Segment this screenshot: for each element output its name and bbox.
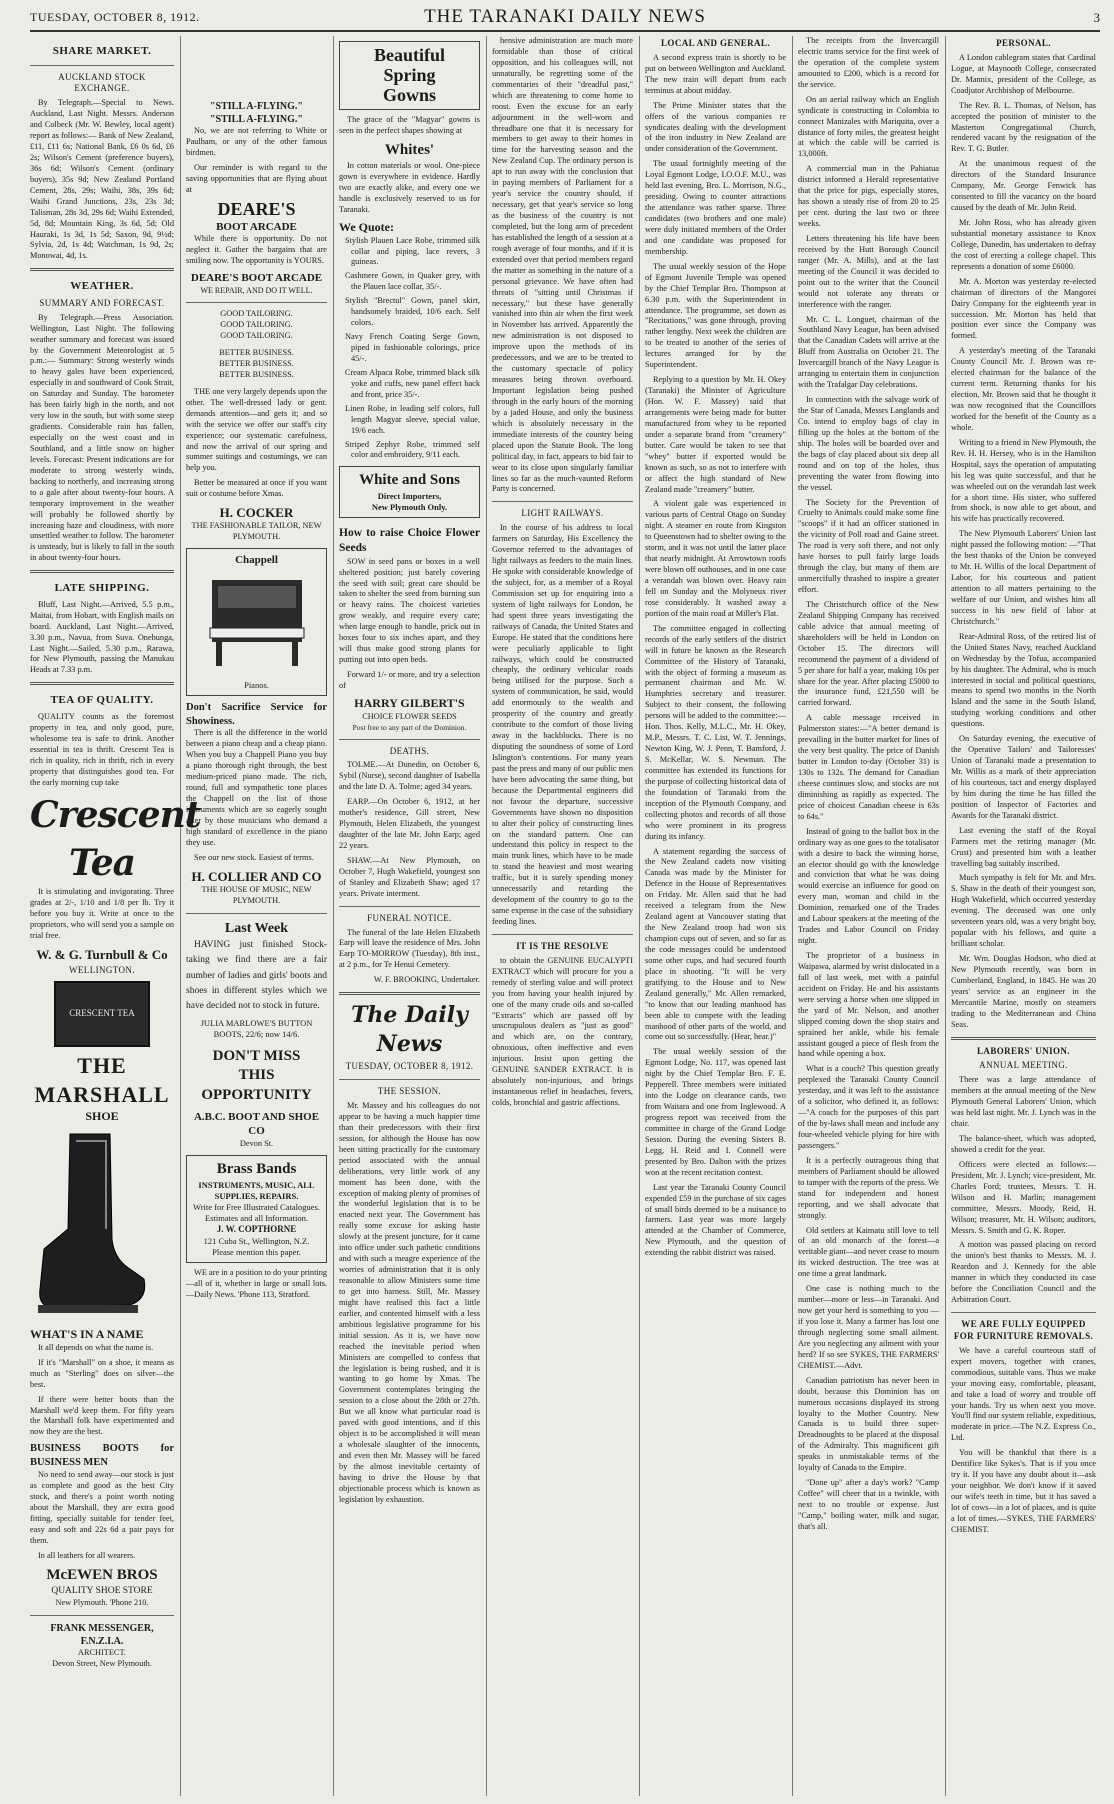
tailoring-line-1: GOOD TAILORING.	[220, 309, 293, 319]
column-2	[186, 36, 327, 1796]
crescent-tea-logo: Crescent Tea	[30, 794, 201, 884]
personal-item: The Rev. B. L. Thomas, of Nelson, has accepted the position of minister to the Masterton Congregational Church, rendered vacant by the resignation of the Rev. T. G. Butler.	[951, 100, 1096, 154]
last-week-heading: Last Week	[224, 920, 289, 936]
death-notice-2: EARP.—On October 6, 1912, at her mother's residence, Gill street, New Plymouth, Helen Elizabeth, the youngest daughter of the late Mr. John Earp; aged 22 years.	[339, 797, 480, 850]
issue-date: TUESDAY, OCTOBER 8, 1912.	[30, 10, 200, 24]
laborers-item: A motion was passed placing on record the union's best thanks to Messrs. M. J. Reardon and J. Kennedy for the able manner in which they conducted its case before the Conciliation Council and the Arbitration Court.	[951, 1240, 1096, 1305]
personal-heading: PERSONAL.	[996, 38, 1051, 48]
business-line-2: BETTER BUSINESS.	[219, 358, 294, 368]
daily-news-nameplate: The Daily News	[351, 1002, 468, 1058]
mcewen-place: New Plymouth. 'Phone 210.	[55, 1597, 149, 1607]
personal-item: Last evening the staff of the Royal Farmers met the retiring manager (Mr. Crust) and presented him with a leather travelling bag suitably inscribed.	[951, 825, 1096, 868]
news-item: The Christchurch office of the New Zealand Shipping Company has received cable advice that annual meeting of shareholders will be held in London on October 15. The directors will recommend the payment of a dividend of 5 per share for half a year, making 10s per share for the year. After placing £5000 to the insurance fund, £21,550 will be carried forward.	[798, 599, 939, 708]
news-item: Instead of going to the ballot box in the ordinary way as one goes to the totalisator with a desire to back the winning horse, an elector should go with the knowledge and conviction that what he was doing would exercise an influence for good on every man, woman and child in the Dominion, remarked one of the Trades and Labour speakers at the meeting of the Trades and Labor Council on Friday night.	[798, 826, 939, 946]
local-item: The Prime Minister states that the offers of the various companies re syndicates dealing with the development of the iron industry in New Zealand are under consideration of the Government.	[645, 100, 786, 154]
column-rule	[486, 36, 487, 1796]
quote-item: Cream Alpaca Robe, trimmed black silk yoke and cuffs, new panel effect back and front, price 35/-.	[345, 367, 480, 399]
brass-bands-ad	[186, 1155, 327, 1263]
sacrifice-text-2: See our new stock. Easiest of terms.	[194, 852, 314, 862]
divider	[30, 1615, 174, 1616]
quote-item: Striped Zephyr Robe, trimmed self color and embroidery, 9/11 each.	[345, 439, 480, 460]
mcewen-name: McEWEN BROS	[46, 1566, 158, 1583]
session-continued: hensive administration are much more formidable than those of critical opposition, and his colleagues will, not unnaturally, be regretting some of the commentaries of their "dreadful past," which are threatening to come home to roost. Even the excuse for an early adjournment in the well-worn and threadbare one that it is necessary for members to get away to their homes in time for the harvesting season and the New Zealand Cup. The ordinary person is apt to run away with the conclusion that in paying members of Parliament for a year's service the country should, if necessary, get that year's service so long as the business of the country is not completed, but the long arm of precedent has established the length of a session at a rough average of four months, and if it is extended over that period members regard the matter as something in the nature of a personal grievance. We have often had threats of "sitting until Christmas if necessary," but these have generally vanished into thin air when the first week in November has arrived. Apparently the new administration is not disposed to improve upon the methods of its predecessors, and we are to be treated to the customary spectacle of policy measures being thrown overboard. Important legislation being pushed through in the early hours of the morning by a jaded House, and only the business which is absolutely necessary in the immediate interests of the country being placed upon the Statute Book. The long political day, in fact, appears to bid fair to wear to its close upon singularly familiar lines so far as the much-vaunted Reform Party is concerned.	[492, 36, 633, 494]
news-item: What is a couch? This question greatly perplexed the Taranaki County Council yesterday, and it was left to the assistance of a solicitor, who defined it, as follows:—"A coach for the purposes of this part of the by-laws shall mean and include any four-wheeled vehicle plying for hire with passengers."	[798, 1064, 939, 1150]
column-7	[951, 36, 1096, 1796]
death-notice-3: SHAW.—At New Plymouth, on October 7, Hugh Wakefield, youngest son of Stanley and Elizabeth Shaw; aged 17 years. Private interment.	[339, 855, 480, 898]
personal-item: A yesterday's meeting of the Taranaki County Council Mr. J. Brown was re-elected chairman for the balance of the current term. Returning thanks for his election, Mr. Brown said that he thought it was now recognised that the Councillors worked for the benefit of the County as a whole.	[951, 346, 1096, 432]
copthorne-name: J. W. COPTHORNE	[216, 1223, 297, 1234]
local-item: Replying to a question by Mr. H. Okey (Taranaki) the Minister of Agriculture (Hon. W. F. Massey) said that arrangements were being made for butter manufactured from whey to be reported under a separate brand from "creamery" butter. Care would be taken to see that "whey" butter if exported would be known as such, so as not to interfere with or affect the high standard of New Zealand made "creamery" butter.	[645, 375, 786, 494]
laborers-heading: LABORERS' UNION.	[977, 1045, 1070, 1056]
local-item: A second express train is shortly to be put on between Wellington and Auckland. The new train will depart from each terminus at about midday.	[645, 52, 786, 95]
quote-list	[339, 236, 480, 462]
local-item: A violent gale was experienced in various parts of Central Otago on Sunday night. A steamer en route from Kingston to Queenstown had to shelter owing to the storm, and it was not until the latter place that nearly midnight. At Arrowtown roofs were blown off outhouses, and in one case a verandah was blown over. Heavy rain fell on Sunday and the Molyneux river rose considerably. It washed away a portion of the main road at Miller's Flat.	[645, 499, 786, 618]
funeral-signature: W. F. BROOKING, Undertaker.	[373, 975, 480, 985]
furniture-text: We have a careful courteous staff of expert movers, together with cranes, commodious, suitable vans. Thus we make your moving easy, comfortable, pleasant, and take a load of worry and trouble off your hands. Try us when next you move. You'll find our system reliable, expeditious, moderate in price.—The N.Z. Express Co., Ltd.	[951, 1345, 1096, 1443]
cocker-subtitle: THE FASHIONABLE TAILOR, NEW PLYMOUTH.	[191, 521, 322, 542]
messenger-address: Devon Street, New Plymouth.	[52, 1659, 152, 1669]
julia-marlowe-line: JULIA MARLOWE'S BUTTON BOOTS, 22/6; now 14/6.	[200, 1018, 313, 1040]
quote-item: Linen Robe, in leading self colors, full length Magyar sleeve, special value, 19/6 each.	[345, 403, 480, 435]
brass-subtitle: INSTRUMENTS, MUSIC, ALL SUPPLIES, REPAIRS.	[198, 1179, 315, 1201]
sykes-text: You will be thankful that there is a Dentifice like Sykes's. That is if you once try it. If you have any doubt about it—ask your neighbor. We don't know if it saved our wife's teeth in time, but it has saved a lot of cows—in a lot of places, and is quite a lot of times.—SYKES, THE FARMERS' CHEMIST.	[951, 1448, 1096, 1534]
divider	[951, 1037, 1096, 1040]
session-heading: THE SESSION.	[377, 1086, 442, 1097]
flower-seeds-text-2: Forward 1/- or more, and try a selection of	[339, 670, 480, 690]
news-item: Mr. C. L. Longuet, chairman of the Southland Navy League, has been advised that the Canadian Cadets will arrive at the Bluff from Australia on October 21. The Invercargill branch of the Navy League is arranging to entertain them in conjunction with the Trafalgar Day celebrations.	[798, 314, 939, 390]
news-item: On an aerial railway which an English syndicate is constructing in Colombia to connect Manizales with Mariquita, over a distance of forty miles, the greatest height at which the cable will be carried is 13,000ft.	[798, 94, 939, 159]
tailoring-line-3: GOOD TAILORING.	[220, 331, 293, 341]
column-6	[798, 36, 939, 1796]
harry-gilbert-subtitle: CHOICE FLOWER SEEDS	[362, 711, 457, 721]
column-rule	[639, 36, 640, 1796]
harry-gilbert-note: Post free to any part of the Dominion.	[352, 722, 467, 732]
cocker-text: THE one very largely depends upon the other. The well-dressed lady or gent. demands attention—and gets it; and so with the service we offer our staff's city experience; our systematic carefulness, and now the arrival of our spring and summer suitings and costumings, we can help you.	[186, 386, 327, 473]
flying-text-2: Our reminder is with regard to the saving opportunities that are flying about at	[186, 163, 327, 195]
quote-item: Stylish Plauen Lace Robe, trimmed silk collar and piping, lace revers, 3 guineas.	[345, 235, 480, 267]
spring-gowns-ad	[339, 41, 480, 110]
divider	[339, 739, 480, 740]
funeral-text: The funeral of the late Helen Elizabeth Earp will leave the residence of Mrs. John Earp TO-MORROW (Tuesday), 8th inst., at 2 p.m., for Te Henui Cemetery.	[339, 927, 480, 970]
masthead	[30, 6, 1100, 32]
whats-text-2: If it's "Marshall" on a shoe, it means as much as "Sterling" does on silver—the best.	[30, 1357, 174, 1389]
news-item: Old settlers at Kaimatu still love to tell of an old monarch of the forest—a veritable giant—and never cease to mourn its wicked destruction. The tree was at one time a great landmark.	[798, 1225, 939, 1279]
divider	[30, 682, 174, 685]
laborers-subheading: ANNUAL MEETING.	[979, 1060, 1068, 1071]
flower-seeds-heading: How to raise Choice Flower Seeds	[339, 527, 480, 555]
shipping-text: Bluff, Last Night.—Arrived, 5.5 p.m., Maitai, from Hobart, with English mails on board. Auckland, Last Night.—Arrived, 3.30 p.m., Navua, from Suva. Onehunga, Last Night.—Sailed, 5.30 p.m., Rarawa, for New Plymouth, passing the Manukau Heads at 7.33 p.m.	[30, 599, 174, 675]
laborers-item: The balance-sheet, which was adopted, showed a credit for the year.	[951, 1134, 1096, 1154]
personal-item: Rear-Admiral Ross, of the retired list of the United States Navy, reached Auckland on Wednesday by the Tofua, accompanied by his daughter. The Admiral, who is much interested in social and political questions, means to spend two months in the North Island and the same in the South Island, studying working conditions and other questions.	[951, 631, 1096, 729]
turnbull-name: W. & G. Turnbull & Co	[36, 947, 168, 963]
white-sons-sub-1: Direct Importers,	[377, 491, 442, 502]
news-item: One case is nothing much to the number—more or less—in Taranaki. And now get your herd is something to you —if you lose it. Many a farmer has lost one through neglecting some small ailment. Are you neglecting any ailment with your herd? If so see SYKES, THE FARMERS' CHEMIST.—Advt.	[798, 1284, 939, 1370]
last-week-text: HAVING just finished Stock-taking we find there are a fair number of ladies and girls' boots and shoes in different styles which we have decided not to stock in future.	[186, 940, 327, 1011]
marshall-shoe-label: SHOE	[85, 1109, 119, 1124]
resolve-heading: IT IS THE RESOLVE	[516, 940, 609, 951]
column-rule	[792, 36, 793, 1796]
divider	[339, 992, 480, 995]
piano-label: Pianos.	[244, 679, 269, 690]
column-3	[339, 36, 480, 1796]
divider	[951, 1312, 1096, 1313]
laborers-item: Officers were elected as follows:—President, Mr. J. Lynch; vice-president, Mr. Charles Ford; trustees, Messrs. T. H. Wilson and H. Marlin; management committee, Messrs. Moody, Reid, H. Wilson; treasurer, Mr. H. Wilson; auditors, Messrs. S. Smith and G. K. Roper.	[951, 1159, 1096, 1235]
local-item: The usual weekly session of the Egmont Lodge, No. 117, was opened last night by the Chief Templar Bro. F. E. Pepperell. Three members were initiated into the Lodge on clearance cards, two from Waitara and one from Inglewood. A progress report was received from the committee in charge of the Grand Lodge Session. During the evening Sisters B. Legg, H. Reid and I. Connell were presented by Bro. Dalton with the prizes won at the recent recitation contest.	[645, 1047, 786, 1177]
brass-note: Please mention this paper.	[212, 1246, 301, 1257]
white-sons-heading: White and Sons	[359, 472, 460, 489]
mcewen-subtitle: QUALITY SHOE STORE	[51, 1586, 153, 1597]
news-item: "Done up" after a day's work? "Camp Coffee" will cheer that in a twinkle, with next to no trouble or expense. Just "Camp," boiling water, milk and sugar, that's all.	[798, 1478, 939, 1531]
crescent-text: It is stimulating and invigorating. Three grades at 2/-, 1/10 and 1/8 per lb. Try it before you buy it. Write at once to the proprietors, who will send you a sample on trial free.	[30, 887, 174, 941]
deares-text: While there is opportunity. Do not neglect it. Gather the bargains that are smiling now. The opportunity is YOURS.	[186, 234, 327, 266]
column-rule	[333, 36, 334, 1796]
cocker-text-2: Better be measured at once if you want suit or costume before Xmas.	[186, 478, 327, 499]
personal-item: Writing to a friend in New Plymouth, the Rev. H. H. Hersey, who is in the Hamilton Hospital, says the operation of amputating his leg was quite successful, and that he was wheeled out on the verandah last week for a short time. His sister, who suffered from shock, is now able to get about, and his wife has practically recovered.	[951, 437, 1096, 524]
personal-item: Mr. A. Morton was yesterday re-elected chairman of directors of the Mangorei Dairy Company for the eighteenth year in succession. Mr. Morton has held that position ever since the Company was formed.	[951, 276, 1096, 341]
whites-text: In cotton materials or wool. One-piece gown is everywhere in evidence. Hardly two are exactly alike, and every one we handle is exclusively reserved to us for Taranaki.	[339, 161, 480, 214]
newspaper-title: THE TARANAKI DAILY NEWS	[424, 6, 706, 27]
personal-item: A London cablegram states that Cardinal Logue, at Maynooth College, consecrated Dr. Mannix, president of the College, as Coadjutor Archbishop of Melbourne.	[951, 52, 1096, 95]
news-item: The receipts from the Invercargill electric trams service for the first week of the operation of the complete system amounted to £200, which is a record for the service.	[798, 36, 939, 89]
page-number: 3	[1093, 10, 1100, 25]
flying-heading-2: "STILL A-FLYING."	[210, 114, 303, 126]
copthorne-address: 121 Cuba St., Wellington, N.Z.	[203, 1235, 310, 1246]
deares-repair: WE REPAIR, AND DO IT WELL.	[200, 285, 313, 295]
deaths-heading: DEATHS.	[389, 745, 430, 756]
furniture-heading: WE ARE FULLY EQUIPPED FOR FURNITURE REMOVALS.	[953, 1319, 1094, 1341]
cocker-name: H. COCKER	[219, 505, 294, 521]
tailoring-line-2: GOOD TAILORING.	[220, 320, 293, 330]
divider	[30, 65, 174, 66]
local-item: The usual fortnightly meeting of the Loyal Egmont Lodge, I.O.O.F. M.U., was held last evening, Bro. L. Morrison, N.G., presiding. Owing to counter attractions the attendance was rather sparse. Three candidates (two brothers and one male) were duly initiated members of the Order and one candidate was proposed for membership.	[645, 159, 786, 256]
light-railways-text: In the course of his address to local farmers on Saturday, His Excellency the Governor referred to the advantages of light railways as feeders to the main lines. He spoke with considerable knowledge of the subject, for, as a member of a Royal Commission set up for enquiring into a system of light railways for London, he had spent three years investigating the railways of Canada, the United States and Europe. He stated that the conditions here were peculiarly applicable to light railways, which could be constructed cheaply, the ordinary vehicular roads being utilised for the purpose. Such a system of communication, he said, would add enormously to the wealth and prosperity of the country and greatly contribute to the comfort of those living away in the backblocks. There is no disputing the soundness of some of Lord Islington's contentions. For many years past the press and many of our public men have been advocating the same thing, but because the Departmental engineers did not favour the departure, successive Governments have shown no disposition to alter their policy of constructing lines on the standard pattern. One can understand this policy in respect to the main trunk lines, which have to be made to stand the heaviest and most wearing traffic, but it is surely spending money unnecessarily and retarding the development of the country to go to the same expense in the case of the subsidiary feeding lines.	[492, 523, 633, 926]
share-market-heading: SHARE MARKET.	[52, 45, 152, 57]
local-general-heading: LOCAL AND GENERAL.	[661, 38, 770, 48]
dont-miss-2: THIS	[238, 1067, 275, 1084]
column-5	[645, 36, 786, 1796]
column-1	[30, 36, 201, 1796]
column-rule	[180, 36, 181, 1796]
dont-miss-3: OPPORTUNITY	[201, 1087, 312, 1104]
sacrifice-heading: Don't Sacrifice Service for Showiness.	[186, 701, 327, 727]
local-item: A statement regarding the success of the New Zealand cadets now visiting Canada was made by the Minister for Defence in the House of Representatives on Friday. Mr. Allen said that he had received a telegram from the New Zealand agent at Vancouver stating that the New Zealand troop had won six champion cups out of seven, and so far as the code messages could be understood some other cups, and had secured fourth place in shooting. "It will be very gratifying to the House and to New Zealand generally," Mr. Allen remarked, "to know that our leading manhood has been able to compete with the leading manhood of other parts of the world, and come out so successfully. (Hear, hear.)"	[645, 846, 786, 1042]
divider	[30, 268, 174, 271]
stock-exchange-subheading: AUCKLAND STOCK EXCHANGE.	[58, 71, 146, 94]
we-quote-heading: We Quote:	[339, 219, 394, 234]
news-item: A cable message received in Palmerston states:—"A better demand is prevailing in the butter market for lines of the very best quality. The price of Danish butter in London to-day (October 31) is 130s to 132s. The demand for Canadian cheese continues slow, and stocks are not diminishing as rapidly as expected. The price of choicest Canadian cheese is 63s to 64s."	[798, 713, 939, 821]
weather-subheading: SUMMARY AND FORECAST.	[39, 297, 165, 308]
white-and-sons-ad	[339, 466, 480, 518]
deares-arcade: DEARE'S BOOT ARCADE	[190, 272, 323, 285]
harry-gilbert-name: HARRY GILBERT'S	[354, 695, 465, 710]
beautiful-heading: Beautiful	[373, 45, 445, 65]
personal-item: The New Plymouth Laborers' Union last night passed the following motion: —"That the best thanks of the Union be conveyed to Mr. H. Willis of the local Department of Labor, for his courteous and patient attention to all matters pertaining to the welfare of our Union, and wishes him all success in his new field of labor at Christchurch."	[951, 529, 1096, 626]
abc-name: A.B.C. BOOT AND SHOE CO	[193, 1110, 320, 1138]
news-item: Letters threatening his life have been received by the Hutt Borough Council ranger (Mr. A. Mills), and at the last meeting of the Council it was decided to point out to the writer that the Council would not tolerate any threats or interference with the ranger.	[798, 233, 939, 309]
whats-in-heading: WHAT'S IN A NAME	[30, 1327, 144, 1342]
news-item: Canadian patriotism has never been in doubt, because this Dominion has on numerous occasions displayed its strong loyalty to the Mother Country. New Canada is to build three super-Dreadnoughts to be placed at the disposal of the Admiralty. This magnificent gift speaks in unmistakable terms of the loyalty of Canada to the Empire.	[798, 1375, 939, 1473]
abc-place: Devon St.	[239, 1138, 274, 1148]
turnbull-place: WELLINGTON.	[69, 965, 135, 976]
shipping-heading: LATE SHIPPING.	[54, 582, 150, 595]
chappell-ad	[186, 548, 327, 696]
quote-item: Navy French Coating Serge Gown, piped in fashionable colorings, price 45/-.	[345, 332, 480, 363]
tea-tin-illustration: CRESCENT TEA	[54, 981, 150, 1047]
column-rule	[945, 36, 946, 1796]
deares-subtitle: BOOT ARCADE	[216, 220, 297, 233]
news-item: The Society for the Prevention of Cruelty to Animals could make some fine "scoops" if it had an officer stationed in the vicinity of Poll road and Gaine street. The road is very soft there, and not only have horses to pull fairly large loads through the clay, but many of them are unmercifully thrashed to inspire a greater effort.	[798, 497, 939, 594]
personal-item: Much sympathy is felt for Mr. and Mrs. S. Shaw in the death of their youngest son, Hugh Wakefield, which occurred yesterday evening. The deceased was one only seventeen years old, was a very bright boy, popular with his fellows, and quite a brilliant scholar.	[951, 873, 1096, 949]
personal-item: Mr. John Ross, who has already given substantial monetary assistance to Knox College, Dunedin, has undertaken to defray the cost of erecting a college chapel. This represents a donation of some £6000.	[951, 218, 1096, 271]
marshall-heading: THE MARSHALL	[34, 1053, 170, 1108]
piano-illustration	[202, 572, 312, 672]
collier-subtitle: THE HOUSE OF MUSIC, NEW PLYMOUTH.	[201, 884, 312, 905]
quote-item: Stylish "Brectul" Gown, panel skirt, handsomely braided, 10/6 each. Self colors.	[345, 296, 480, 328]
flower-seeds-text: SOW in seed pans or boxes in a well sheltered position; just barely covering the seed with soil; great care should be taken to shelter the seed from burning sun or heavy rains. The choicest varieties grow weakly, and require every care; when large enough to handle, prick out in boxes four to six inches apart, and they will thus make good strong plants for putting out into open beds.	[339, 556, 480, 665]
laborers-item: There was a large attendance of members at the annual meeting of the New Plymouth General Laborers' Union, which was held last night. Mr. J. Lynch was in the chair.	[951, 1075, 1096, 1129]
business-boots-text: No need to send away—our stock is just as complete and good as the best City stock, and there's a point worth noting about the Marshall, they are extra good fitting, specially suitable for tender feet, easy and soft and 22s 6d a pair pays for them.	[30, 1470, 174, 1545]
printing-text: WE are in a position to do your printing—all of it, whether in large or small lots.—Daily News. 'Phone 113, Stratford.	[186, 1267, 327, 1299]
weather-heading: WEATHER.	[70, 280, 134, 293]
local-item: The usual weekly session of the Hope of Egmont Juvenile Temple was opened by the Chief Templar Bro. Thompson at 6.30 p.m. with the Superintendent in attendance. The programme, set down as "Recitations," was gone through, proving rather lengthy. Next week the children are to be treated to another of the series of lectures arranged for by the Superintendent.	[645, 261, 786, 370]
divider	[339, 1079, 480, 1080]
flying-heading-1: "STILL A-FLYING."	[210, 101, 303, 112]
chappell-name: Chappell	[235, 554, 278, 567]
personal-item: Mr. Wm. Douglas Hodson, who died at New Plymouth recently, was born in Cumberland, England, in 1845. He was 20 years' service as an engineer in the Mercantile Marine, mostly on steamers trading to the Mediterranean and China Seas.	[951, 954, 1096, 1029]
funeral-heading: FUNERAL NOTICE.	[367, 912, 452, 923]
deares-heading: DEARE'S	[217, 199, 296, 219]
whats-text-3: If there were better boots than the Marshall we'd keep them. For fifty years the Marshall folk have experimented and now they are the best.	[30, 1394, 174, 1437]
dont-miss-1: DON'T MISS	[212, 1047, 301, 1064]
local-item: Last year the Taranaki County Council expended £59 in the purchase of six cages of small birds deemed to be a nuisance to farmers. Last year was more largely attended at the Chamber of Commerce, New Plymouth, and the question of extending the rabbit district was raised.	[645, 1182, 786, 1258]
spring-heading: Spring	[383, 64, 436, 85]
business-line-3: BETTER BUSINESS.	[219, 369, 294, 379]
news-item: The proprietor of a business in Waipawa, alarmed by wrist dislocated in a fall of last week, met with a painful accident on Friday. He and his assistants were serving a horse when one slipped in the yard of Mr. Nelson, and another slipped coming down the shop stairs and sprained her ankle, while his female assistant gouged a piece of flesh from the hand while opening a box.	[798, 951, 939, 1059]
divider	[339, 906, 480, 907]
divider	[492, 501, 633, 502]
sacrifice-text: There is all the difference in the world between a piano cheap and a cheap piano. When you buy a Chappell Piano you buy a piano thorough right through, the best medium-priced piano made. The rich, round, full and sympathetic tone places the Chappell on the list of those instruments which are so eagerly sought after by those musicians who demand a high standard of excellence in the piano they use.	[186, 728, 327, 847]
flying-text: No, we are not referring to White or Paulham, or any of the other famous birdmen.	[186, 126, 327, 158]
tea-heading: TEA OF QUALITY.	[50, 694, 154, 707]
share-market-text: By Telegraph.—Special to News. Auckland, Last Night. Messrs. Anderson and Colbeck (Mr. W. Bewley, local agent) report as follows:— Bank of New Zealand, £11, £11 6s; National Bank, £6 0s 6d, £6 2s; Wilson's Cement (preference buyers), 36s 6d; Wilson's Cement (ordinary buyers), 35s 9d; New Zealand Portland Cement, 28s, 29s; Waihi, 38s, 39s 6d; Waihi Grand Junctions, 23s, 23s 3d; Talisman, 28s 3d, 29s 6d; Waihi Extended, 5d, 8d; Mountain King, 3s 6d, 5d; Old Hauraki, 1s 3d, 1s 5d; Saxon, 9d, 9½d; Sylvia, 2d, 1s 4d; Watchman, 1s 9d, 2s; Monowai, 4d, 1s.	[30, 98, 174, 261]
light-railways-heading: LIGHT RAILWAYS.	[521, 508, 604, 519]
news-item: It is a perfectly outrageous thing that members of Parliament should be allowed to tamper with the reports of the press. We stand for independent and honest reporting, and we shall advocate that strongly.	[798, 1155, 939, 1220]
gowns-text: The grace of the "Magyar" gowns is seen in the perfect shapes showing at	[339, 115, 480, 136]
business-boots-heading: BUSINESS BOOTS for BUSINESS MEN	[30, 1443, 174, 1469]
divider	[186, 302, 327, 303]
leathers-text: In all leathers for all wearers.	[38, 1550, 136, 1560]
business-line-1: BETTER BUSINESS.	[219, 348, 294, 357]
session-text: Mr. Massey and his colleagues do not appear to be having a much happier time than their predecessors with their first session, for although the House has now been sitting practically for the customary period associated with the annual deliberations, very little work of any moment has been done, with the exception of making plenty of promises of the wonderful legislation that is to be enacted next year. The Government has really some excuse for asking haste slowly at the present juncture, for it came into office under such pathetic conditions and with such a meagre experience of the worries of administration that it is only reasonable to allow Ministers some time to get into harness. Still, Mr. Massey might have realised this fact a little earlier, and contented himself with a less ambitious legislative programme for his initial session. As it is, we have now reached the inevitable period when Ministers are compelled to confess that the legislation is being rushed, and it is wanting to go home by Xmas. The Government contemplates bringing the session to a close about the 28th or 27th. But we all know what particular road is paved with good intentions, and if this object is to be accomplished it will mean a wholesale slaughter of the innocents, and even then Mr. Massey will be faced by the almost inevitable certainty of having to drive the House by that objectionable process which is known as legislation by exhaustion.	[339, 1101, 481, 1504]
divider	[492, 934, 633, 935]
divider	[30, 570, 174, 573]
tea-text: QUALITY counts as the foremost property in tea, and only good, pure, wholesome tea is safe to drink. Another essential in tea is thrift. Crescent Tea is rich in quality, rich in thrift, rich in every property that distinguishes good tea. For the early morning cup take	[30, 711, 174, 787]
death-notice-1: TOLME.—At Dunedin, on October 6, Sybil (Nurse), second daughter of Isabella and the late D. A. Tolme; aged 34 years.	[339, 760, 480, 792]
personal-item: On Saturday evening, the executive of the Operative Tailors' and Tailoresses' Union of Taranaki made a presentation to Mr. Willis as a mark of their appreciation of his courteous, tact and energy displayed by him during the time he has filled the position of Inspector of Factories and Awards for the Taranaki district.	[951, 734, 1096, 820]
messenger-title: ARCHITECT.	[77, 1648, 126, 1658]
quote-item: Cashmere Gown, in Quaker grey, with the Plauen lace collar, 35/-.	[345, 271, 480, 292]
resolve-text: to obtain the GENUINE EUCALYPTI EXTRACT which will procure for you a remedy of sterling value and will protect you from having your health injured by one of the many crude oils and so-called "Extracts" which are passed off by unscrupulous dealers as "just as good" and which are, on the contrary, obnoxious, often ineffective and even injurious. Insist upon getting the GENUINE SANDER EXTRACT. It is absolutely non-injurious, and brings instantaneous relief in headaches, fevers, colds, bronchial and gastric affections.	[492, 955, 633, 1107]
collier-name: H. COLLIER AND CO	[191, 868, 322, 884]
whites-heading: Whites'	[384, 142, 435, 159]
column-4	[492, 36, 633, 1796]
divider	[186, 913, 327, 914]
brass-heading: Brass Bands	[216, 1160, 297, 1177]
news-item: A commercial man in the Pahiatua district informed a Herald representative that the price for pigs, especially stores, has shown a steady rise of from 20 to 25 per cent. during the last two or three weeks.	[798, 164, 939, 228]
messenger-name: FRANK MESSENGER, F.N.Z.I.A.	[50, 1622, 154, 1648]
boot-illustration	[30, 1129, 150, 1319]
personal-item: At the unanimous request of the directors of the Standard Insurance Company, Mr. George Fenwick has consented to fill the vacancy on the board caused by the death of Mr. John Reid.	[951, 159, 1096, 213]
daily-news-date: TUESDAY, OCTOBER 8, 1912.	[345, 1061, 474, 1072]
brass-text: Write for Free Illustrated Catalogues. Estimates and all Information.	[193, 1201, 320, 1223]
gowns-heading: Gowns	[382, 84, 436, 105]
weather-text: By Telegraph.—Press Association. Wellington, Last Night. The following weather summary and forecast was issued by the Government Meteorologist at 5 p.m.:— Summary: Strong westerly winds to heavy gales have been experienced, especially in and southward of Cook Strait, on Saturday and Sunday. The barometer has been fairly high in the north, and not very low in the south, but with some steep gradients. Considerable rain has fallen, especially on the west coast and in Southland, and a little snow on higher levels. Forecast: Present indications are for moderate to strong westerly winds, backing to northerly, and increasing strong to a gale after about twenty-four hours. A temporary improvement in the weather will probably be followed shortly by increasing haze and cloudiness, with more unsettled weather to follow. The barometer is unsteady, but is likely to fall in the south in about twenty-four hours.	[30, 312, 174, 563]
local-item: The committee engaged in collecting records of the early settlers of the district will in future be known as the Research Committee of the History of Taranaki, with the object of forming a museum as permanent chairman and Mr. W. Humphries secretary and treasurer. Subject to their consent, the following persons will be added to the committee:—Hon. Thos. Kelly, M.L.C., Mr. H. Okey, M.P., Messrs. T. C. List, W. T. Jennings, Newton King, W. J. Penn, T. Bamford, J. S. McKellar, W. S. Newman. The committee has extended its functions for the purpose of collecting historical data of the foundation of Taranaki from the inception of the Plymouth Company, and collecting photos and records of all those who were prominent in its progress during its infancy.	[645, 623, 786, 841]
white-sons-sub-2: New Plymouth Only.	[371, 502, 448, 513]
whats-text-1: It all depends on what the name is.	[38, 1342, 154, 1352]
news-item: In connection with the salvage work of the Star of Canada, Messrs Langlands and Co. intend to employ bags of clay in filling up the holes at the bottom of the ship. The holes will be boarded over and the bags of clay placed about six deep all round and on top of the holes, thus preventing the water from flowing into the vessel.	[798, 395, 939, 492]
